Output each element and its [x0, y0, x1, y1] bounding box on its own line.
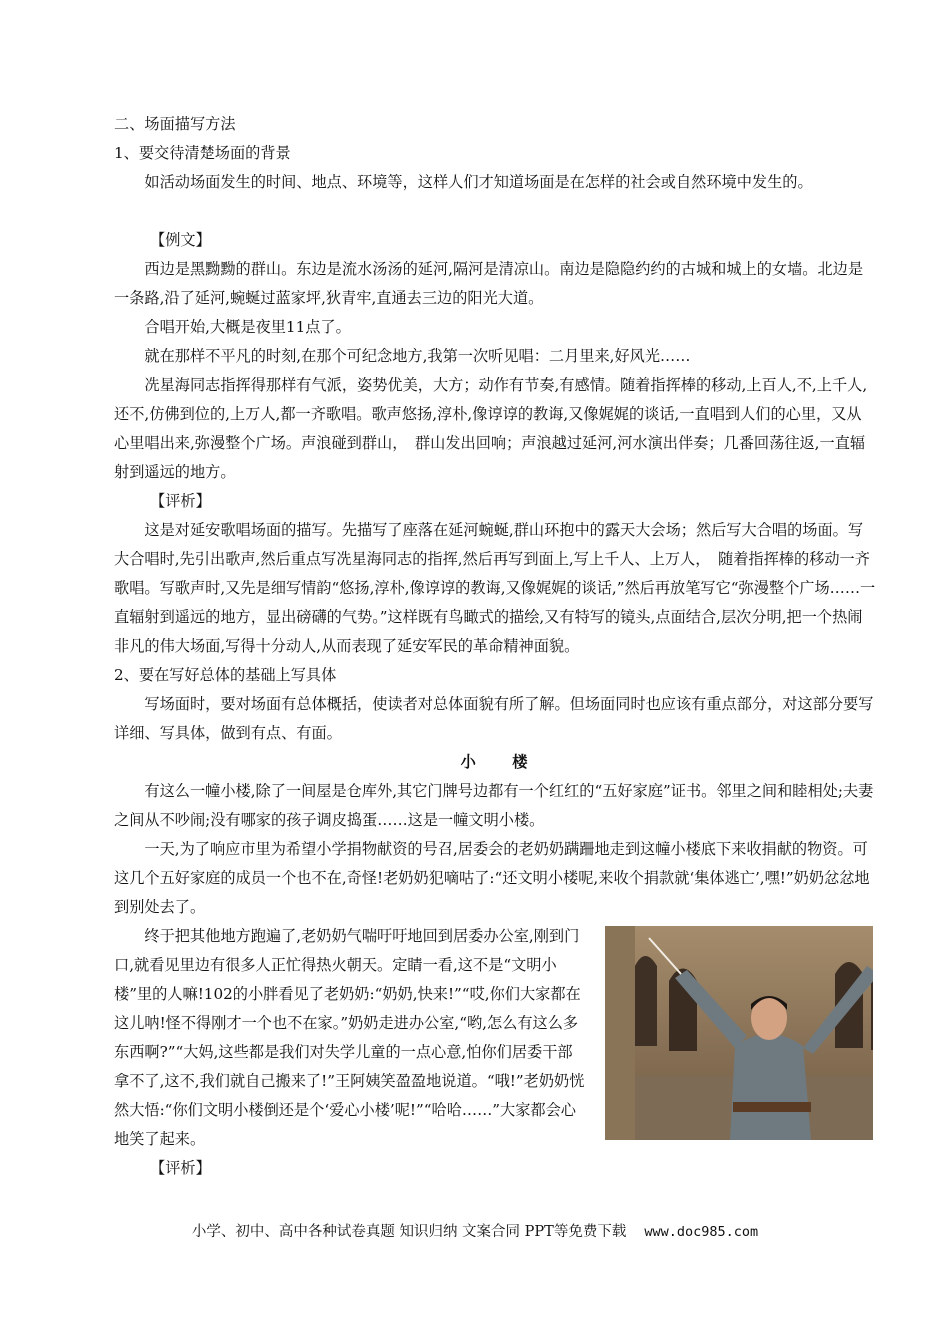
example-paragraph: 冼星海同志指挥得那样有气派，姿势优美，大方；动作有节奏,有感情。随着指挥棒的移动,上百人,不,上千人,还不,仿佛到位的,上万人,都一齐歌唱。歌声悠扬,淳朴,像谆谆的教诲,又像娓娓的谈话,一直唱到人们的心里，又从心里唱出来,弥漫整个广场。声浪碰到群山， 群山发出回响；声浪越过延河,河水演出伴奏；几番回荡往返,一直辐射到遥远的地方。 — [114, 376, 868, 481]
footer-text: 小学、初中、高中各种试卷真题 知识归纳 文案合同 PPT等免费下载 — [191, 1224, 627, 1240]
point2-intro: 写场面时，要对场面有总体概括，使读者对总体面貌有所了解。但场面同时也应该有重点部分，对这部分要写详细、写具体，做到有点、有面。 — [114, 695, 874, 742]
point2-heading: 2、要在写好总体的基础上写具体 — [114, 666, 337, 684]
story-paragraph-with-photo — [114, 922, 876, 1154]
example-paragraph: 合唱开始,大概是夜里11点了。 — [144, 318, 351, 336]
story-paragraph: 一天,为了响应市里为希望小学捐物献资的号召,居委会的老奶奶蹒跚地走到这幢小楼底下来收捐献的物资。可这几个五好家庭的成员一个也不在,奇怪!老奶奶犯嘀咕了:“还文明小楼呢,来收个捐款就‘集体逃亡’,嘿!”奶奶忿忿地到别处去了。 — [114, 840, 870, 916]
analysis-label: 【评析】 — [150, 1159, 211, 1177]
story-paragraph: 有这么一幢小楼,除了一间屋是仓库外,其它门牌号边都有一个红红的“五好家庭”证书。邻里之间和睦相处;夫妻之间从不吵闹;没有哪家的孩子调皮捣蛋……这是一幢文明小楼。 — [114, 782, 874, 829]
spacer — [114, 197, 876, 226]
story-paragraph: 终于把其他地方跑遍了,老奶奶气喘吁吁地回到居委办公室,刚到门口,就看见里边有很多人正忙得热火朝天。定睛一看,这不是“文明小楼”里的人嘛!102的小胖看见了老奶奶:“奶奶,快来!”“哎,你们大家都在这儿呐!怪不得刚才一个也不在家。”奶奶走进办公室,“哟,怎么有这么多东西啊?”“大妈,这些都是我们对失学儿童的一点心意,怕你们居委干部拿不了,这不,我们就自己搬来了!”王阿姨笑盈盈地说道。“哦!”老奶奶恍然大悟:“你们文明小楼倒还是个‘爱心小楼’呢!”“哈哈……”大家都会心地笑了起来。 — [114, 927, 585, 1148]
point1-intro: 如活动场面发生的时间、地点、环境等，这样人们才知道场面是在怎样的社会或自然环境中发生的。 — [144, 173, 813, 191]
footer-url[interactable]: www.doc985.com — [644, 1224, 759, 1240]
conductor-photo — [605, 926, 873, 1140]
document-body — [114, 110, 876, 1183]
story-title: 小 楼 — [460, 753, 530, 771]
analysis-paragraph: 这是对延安歌唱场面的描写。先描写了座落在延河蜿蜒,群山环抱中的露天大会场；然后写大合唱的场面。写大合唱时,先引出歌声,然后重点写冼星海同志的指挥,然后再写到面上,写上千人、上万人， 随着指挥棒的移动一齐歌唱。写歌声时,又先是细写情韵“悠扬,淳朴,像谆谆的教诲,又像娓娓的谈话,”然后再放笔写它“弥漫整个广场……一直辐射到遥远的地方，显出磅礴的气势。”这样既有鸟瞰式的描绘,又有特写的镜头,点面结合,层次分明,把一个热闹非凡的伟大场面,写得十分动人,从而表现了延安军民的革命精神面貌。 — [114, 521, 876, 655]
section-heading: 二、场面描写方法 — [114, 115, 236, 133]
analysis-label: 【评析】 — [150, 492, 211, 510]
example-paragraph: 西边是黑黝黝的群山。东边是流水汤汤的延河,隔河是清凉山。南边是隐隐约约的古城和城上的女墙。北边是一条路,沿了延河,蜿蜒过蓝家坪,狄青牢,直通去三边的阳光大道。 — [114, 260, 864, 307]
point1-heading: 1、要交待清楚场面的背景 — [114, 144, 291, 162]
page-footer — [0, 1220, 950, 1241]
example-paragraph: 就在那样不平凡的时刻,在那个可纪念地方,我第一次听见唱：二月里来,好风光…… — [144, 347, 691, 365]
example-label: 【例文】 — [150, 231, 211, 249]
